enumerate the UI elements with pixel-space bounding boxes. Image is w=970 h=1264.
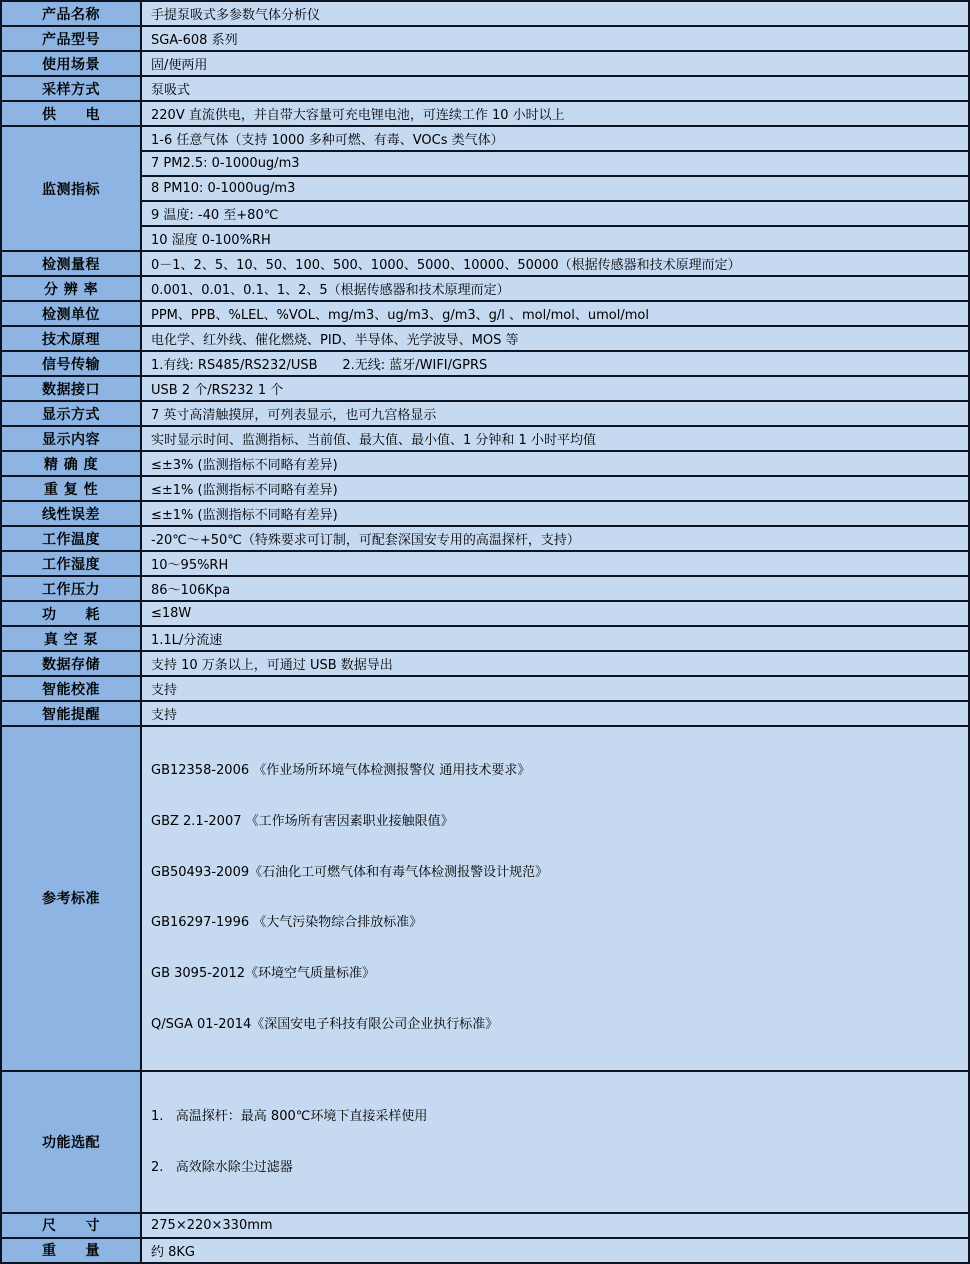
row-label: 供 电 [1, 101, 141, 126]
row-value: ≤±3% (监测指标不同略有差异) [141, 451, 969, 476]
row-value: 1.有线: RS485/RS232/USB 2.无线: 蓝牙/WIFI/GPRS [141, 351, 969, 376]
reference-standard-line: GBZ 2.1-2007 《工作场所有害因素职业接触限值》 [151, 813, 454, 829]
row-label: 真 空 泵 [1, 626, 141, 651]
row-label: 重 量 [1, 1238, 141, 1263]
spec-row-optional-features [1, 1071, 969, 1213]
spec-row-smart-calibration [1, 676, 969, 701]
row-value: USB 2 个/RS232 1 个 [141, 376, 969, 401]
spec-row-detection-range [1, 251, 969, 276]
row-label: 分 辨 率 [1, 276, 141, 301]
spec-subrow [1, 176, 969, 201]
row-value: 220V 直流供电，并自带大容量可充电锂电池，可连续工作 10 小时以上 [141, 101, 969, 126]
row-value: 固/便两用 [141, 51, 969, 76]
spec-subrow [1, 226, 969, 251]
row-label: 精 确 度 [1, 451, 141, 476]
spec-row-power-consumption [1, 601, 969, 626]
row-label: 使用场景 [1, 51, 141, 76]
row-label: 智能提醒 [1, 701, 141, 726]
row-label: 参考标准 [1, 726, 141, 1071]
optional-feature-item: 1. 高温探杆：最高 800℃环境下直接采样使用 [151, 1108, 428, 1124]
row-label: 功能选配 [1, 1071, 141, 1213]
spec-row-working-pressure [1, 576, 969, 601]
reference-standard-line: GB50493-2009《石油化工可燃气体和有毒气体检测报警设计规范》 [151, 864, 549, 880]
row-value: PPM、PPB、%LEL、%VOL、mg/m3、ug/m3、g/m3、g/l 、mol/mol、umol/mol [141, 301, 969, 326]
row-label: 工作湿度 [1, 551, 141, 576]
spec-subrow [1, 151, 969, 176]
reference-standard-line: Q/SGA 01-2014《深国安电子科技有限公司企业执行标准》 [151, 1016, 499, 1032]
spec-row-product-model [1, 26, 969, 51]
row-value: 约 8KG [141, 1238, 969, 1263]
spec-row-tech-principle [1, 326, 969, 351]
row-value: -20℃～+50℃（特殊要求可订制，可配套深国安专用的高温探杆，支持） [141, 526, 969, 551]
row-value: 实时显示时间、监测指标、当前值、最大值、最小值、1 分钟和 1 小时平均值 [141, 426, 969, 451]
reference-standard-line: GB 3095-2012《环境空气质量标准》 [151, 966, 375, 982]
row-value [141, 1071, 969, 1213]
row-label: 数据接口 [1, 376, 141, 401]
row-value: 0.001、0.01、0.1、1、2、5（根据传感器和技术原理而定） [141, 276, 969, 301]
subrow-value: 10 湿度 0-100%RH [141, 226, 969, 251]
spec-row-data-interface [1, 376, 969, 401]
spec-row-linearity-error [1, 501, 969, 526]
spec-row-sampling-method [1, 76, 969, 101]
row-value: ≤±1% (监测指标不同略有差异) [141, 501, 969, 526]
reference-standard-line: GB12358-2006 《作业场所环境气体检测报警仪 通用技术要求》 [151, 763, 531, 778]
row-label: 功 耗 [1, 601, 141, 626]
row-label: 技术原理 [1, 326, 141, 351]
optional-feature-item: 2. 高效除水除尘过滤器 [151, 1159, 293, 1175]
row-label: 信号传输 [1, 351, 141, 376]
row-label: 尺 寸 [1, 1213, 141, 1238]
spec-row-accuracy [1, 451, 969, 476]
row-label: 监测指标 [1, 126, 141, 251]
spec-row-detection-unit [1, 301, 969, 326]
spec-row-working-temperature [1, 526, 969, 551]
row-label: 显示方式 [1, 401, 141, 426]
row-value [141, 726, 969, 1071]
row-label: 工作温度 [1, 526, 141, 551]
row-value: 手提泵吸式多参数气体分析仪 [141, 1, 969, 26]
spec-row-smart-reminder [1, 701, 969, 726]
spec-row-monitor-indicators [1, 126, 969, 151]
spec-row-display-content [1, 426, 969, 451]
row-value: 0－1、2、5、10、50、100、500、1000、5000、10000、50000（根据传感器和技术原理而定） [141, 251, 969, 276]
spec-row-product-name [1, 1, 969, 26]
row-label: 产品名称 [1, 1, 141, 26]
row-value: 支持 [141, 701, 969, 726]
row-label: 智能校准 [1, 676, 141, 701]
subrow-value: 8 PM10: 0-1000ug/m3 [141, 176, 969, 201]
subrow-value: 9 温度: -40 至+80℃ [141, 201, 969, 226]
spec-row-reference-standards [1, 726, 969, 1071]
row-value: ≤±1% (监测指标不同略有差异) [141, 476, 969, 501]
row-label: 采样方式 [1, 76, 141, 101]
spec-row-power-supply [1, 101, 969, 126]
row-label: 工作压力 [1, 576, 141, 601]
spec-row-resolution [1, 276, 969, 301]
row-value: 泵吸式 [141, 76, 969, 101]
spec-row-dimensions [1, 1213, 969, 1238]
subrow-value: 7 PM2.5: 0-1000ug/m3 [141, 151, 969, 176]
spec-row-vacuum-pump [1, 626, 969, 651]
row-value: SGA-608 系列 [141, 26, 969, 51]
row-value: 支持 10 万条以上，可通过 USB 数据导出 [141, 651, 969, 676]
row-value: 7 英寸高清触摸屏，可列表显示，也可九宫格显示 [141, 401, 969, 426]
row-label: 显示内容 [1, 426, 141, 451]
spec-row-display-mode [1, 401, 969, 426]
row-label: 产品型号 [1, 26, 141, 51]
row-label: 线性误差 [1, 501, 141, 526]
row-label: 重 复 性 [1, 476, 141, 501]
spec-row-weight [1, 1238, 969, 1263]
spec-row-working-humidity [1, 551, 969, 576]
spec-subrow [1, 201, 969, 226]
subrow-value: 1-6 任意气体（支持 1000 多种可燃、有毒、VOCs 类气体） [141, 126, 969, 151]
spec-row-signal-transmission [1, 351, 969, 376]
row-value: 电化学、红外线、催化燃烧、PID、半导体、光学波导、MOS 等 [141, 326, 969, 351]
row-label: 检测单位 [1, 301, 141, 326]
row-value: 86～106Kpa [141, 576, 969, 601]
row-value: 1.1L/分流速 [141, 626, 969, 651]
row-label: 数据存储 [1, 651, 141, 676]
row-value: 10～95%RH [141, 551, 969, 576]
row-value: 275×220×330mm [141, 1213, 969, 1238]
row-value: ≤18W [141, 601, 969, 626]
reference-standard-line: GB16297-1996 《大气污染物综合排放标准》 [151, 915, 423, 931]
spec-row-data-storage [1, 651, 969, 676]
row-value: 支持 [141, 676, 969, 701]
spec-row-repeatability [1, 476, 969, 501]
spec-row-usage-scene [1, 51, 969, 76]
row-label: 检测量程 [1, 251, 141, 276]
